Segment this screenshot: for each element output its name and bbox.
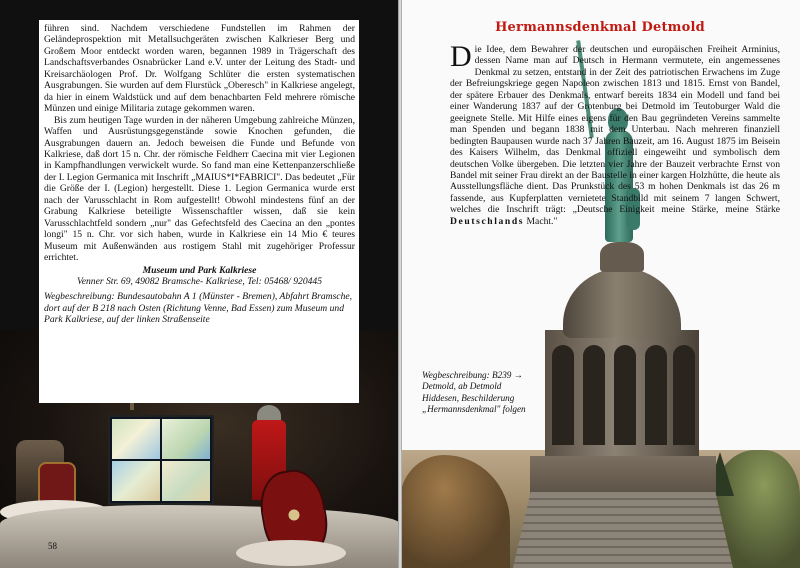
paragraph-text: ie Idee, dem Bewahrer der deutschen und europäischen Freiheit Arminius, dessen Name man auf Deutsch in Hermann vermutete, ein angemessenes Denkmal zu setzen, entstand in der Zeit des patriotischen Erwachens im Zuge der Befreiungskriege gegen Napoleon zwischen 1813 und 1815. Ernst von Bandel, der spätere Erbauer des Denkmals, entwarf bereits 1834 ein Modell und fand bei einer Wanderung 1837 auf der Grotenburg bei Detmold im Teutoburger Wald die geeignete Stelle. Mit Hilfe eines eigens für den Bau gegründeten Vereins sammelte man Spenden und begann 1838 mit dem Unterbau. Nach mehreren finanziell bedingten Baupausen wurde nach 37 Jahren Bauzeit, am 16. August 1875 im Beisein des Kaisers Wilhelm, das Denkmal offiziell eingeweiht und symbolisch dem deutschen Volke übergeben. Die letzten vier Jahre der Bauzeit verbrachte Ernst von Bandel mit seiner Frau direkt an der Baustelle in einer kargen Holzhütte, die heute als Ausstellungsfläche dient. Das Prunkstück des 53 m hohen Denkmals ist das 26 m fassende, aus Kupferplatten vernietete Standbild mit seinem 7 langen Schwert, welches die Inschrift trägt: „Deutsche Einigkeit meine Stärke, meine Stärke [450,44,780,216]
map-screen [112,419,160,459]
map-video-wall [108,415,214,505]
map-screen [162,419,210,459]
monument-arch [673,345,695,445]
spaced-word: Deutschlands [450,215,525,227]
paragraph: Bis zum heutigen Tage wurden in der näheren Umgebung zahlreiche Münzen, Waffen und Ausrüstungsgegenstände sowie Knochen gefunden, die Ausgrabungen dauern an. Jedoch beweisen die Funde und Befunde von Kalkriese, daß dort 15 n. Chr. der römische Feldherr Caecina mit vier Legionen in Kampfhandlungen verwickelt wurde. So fand man eine Kettenpanzerschließe der I. Legion Germanica mit Inschrift „MAIUS*I*FABRICI". Das bedeutet „Für die Größe der I. (Legion) hergestellt. Diese 1. Legion Germanica wurde erst nach der Varusschlacht in Rom aufgestellt! Obwohl mindestens fünf an der Grabung Kalkriese beteiligte Wissenschaftler wissen, daß sie kein Varusschlachtfeld sondern „nur" das Gefechtsfeld des Caecina an den „pontes longi" 15 n. Chr. vor sich haben, wurde in Kalkriese ein 14 Mio € teures Museum mit Außenwänden aus rostigem Stahl mit zugehöriger Professur errichtet. [44,114,355,264]
paragraph: führen sind. Nachdem verschiedene Fundstellen im Rahmen der Geländeprospektion mit Metallsuchgeräten zwischen Kalkrieser Berg und Großem Moor entdeckt worden waren, begannen 1989 in Trägerschaft des Landschaftsverbandes Osnabrücker Land e.V. unter der Leitung des Stadt- und Kreisarchäologen Prof. Dr. Wolfgang Schlüter die ersten systematischen Ausgrabungen. Sie wurden auf dem Flurstück „Oberesch" in Kalkriese angelegt, da hier in einem Waldstück und auf dem benachbarten Feld mehrere römische Münzen und einige Militaria zutage gekommen waren. [44,23,355,115]
exhibit-pedestal [236,540,346,566]
monument-arch [583,345,605,445]
right-text-block [450,40,780,227]
museum-address: Venner Str. 69, 49082 Bramsche- Kalkriese, Tel: 05468/ 920445 [76,275,323,287]
monument-arch [552,345,574,445]
monument-arch [614,345,636,445]
page-number: 58 [48,541,57,551]
monument-stairs [513,492,733,568]
route-description: Wegbeschreibung: Bundesautobahn A 1 (Münster - Bremen), Abfahrt Bramsche, dort auf der B 218 nach Osten (Richtung Venne, Bad Essen) zum Museum und Park Kalkriese, auf der linken Straßenseite [44,291,353,326]
paragraph-end: Macht." [526,215,558,227]
paragraph [450,40,780,227]
statue-pedestal [600,242,644,272]
book-gutter [398,0,402,568]
monument-plinth [530,456,716,496]
drop-cap: D [450,40,472,73]
page-title: Hermannsdenkmal Detmold [495,20,705,35]
monument-arch [645,345,667,445]
museum-name: Museum und Park Kalkriese [142,264,257,276]
map-screen [162,461,210,501]
map-screen [112,461,160,501]
left-text-box [39,20,359,403]
route-description: Wegbeschreibung: B239 → Detmold, ab Detmold Hiddesen, Beschilderung „Hermannsdenkmal" folgen [422,370,526,415]
